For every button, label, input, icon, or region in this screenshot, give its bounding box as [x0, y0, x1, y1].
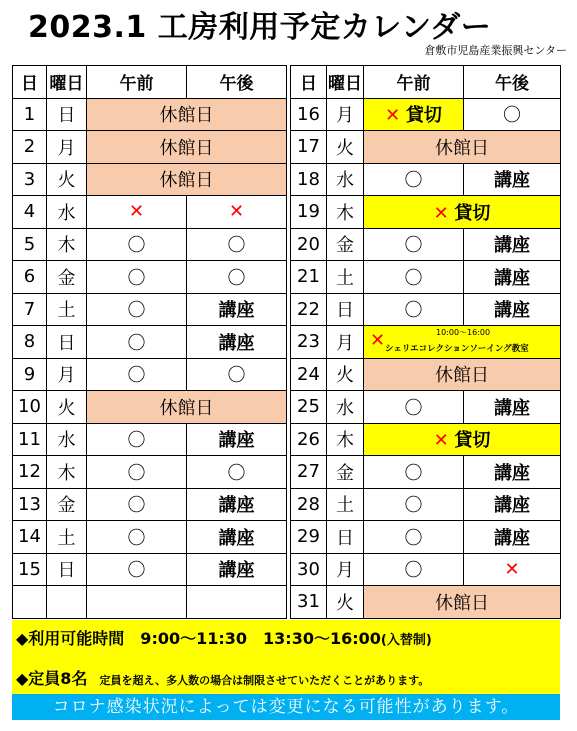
weekday: 月: [47, 358, 87, 391]
day-number: 27: [291, 456, 327, 489]
weekday: 金: [47, 488, 87, 521]
available-mark: 〇: [364, 456, 464, 489]
available-mark: 〇: [364, 521, 464, 554]
class-name: シェリエコレクションソーイング教室: [385, 344, 529, 354]
available-mark: 〇: [87, 553, 187, 586]
header-morning: 午前: [87, 66, 187, 99]
header-afternoon: 午後: [187, 66, 287, 99]
lecture-label: 講座: [187, 553, 287, 586]
weekday: 月: [327, 326, 364, 359]
weekday: 金: [327, 228, 364, 261]
weekday: 木: [47, 456, 87, 489]
lecture-label: 講座: [464, 228, 561, 261]
weekday: 日: [327, 293, 364, 326]
weekday: 水: [47, 196, 87, 229]
capacity-label: ◆定員8名: [16, 669, 88, 688]
page-title: 2023.1 工房利用予定カレンダー: [28, 10, 492, 45]
day-number: 15: [13, 553, 47, 586]
calendar-row: [13, 391, 561, 424]
day-number: 26: [291, 423, 327, 456]
day-number: 4: [13, 196, 47, 229]
available-mark: 〇: [87, 423, 187, 456]
day-number: 31: [291, 586, 327, 619]
weekday: 月: [327, 98, 364, 131]
day-number: 24: [291, 358, 327, 391]
day-number: 25: [291, 391, 327, 424]
day-number: 20: [291, 228, 327, 261]
calendar-row: [13, 163, 561, 196]
available-mark: 〇: [187, 228, 287, 261]
available-mark: 〇: [187, 456, 287, 489]
weekday: 日: [47, 553, 87, 586]
header-afternoon: 午後: [464, 66, 561, 99]
weekday: 日: [327, 521, 364, 554]
day-number: 9: [13, 358, 47, 391]
closed-cell: 休館日: [87, 163, 287, 196]
available-mark: 〇: [87, 228, 187, 261]
weekday: 火: [327, 586, 364, 619]
available-mark: 〇: [364, 261, 464, 294]
header-morning: 午前: [364, 66, 464, 99]
calendar-row: [13, 586, 561, 619]
available-mark: 〇: [187, 261, 287, 294]
hours-note: (入替制): [380, 633, 432, 648]
day-number: 30: [291, 553, 327, 586]
info-box: [12, 620, 560, 694]
day-number: 5: [13, 228, 47, 261]
weekday: 金: [47, 261, 87, 294]
weekday: 土: [327, 488, 364, 521]
calendar-row: [13, 358, 561, 391]
day-number: 6: [13, 261, 47, 294]
lecture-label: 講座: [187, 521, 287, 554]
day-number: 2: [13, 131, 47, 164]
weekday: 金: [327, 456, 364, 489]
weekday: 土: [327, 261, 364, 294]
available-mark: 〇: [87, 326, 187, 359]
available-mark: 〇: [364, 391, 464, 424]
closed-cell: 休館日: [87, 98, 287, 131]
cross-mark-icon: ✕: [187, 196, 287, 229]
lecture-label: 講座: [464, 261, 561, 294]
charter-label: 貸切: [405, 105, 442, 127]
empty-cell: [13, 586, 47, 619]
weekday: 木: [47, 228, 87, 261]
calendar-row: [13, 131, 561, 164]
header-day: 日: [13, 66, 47, 99]
calendar-table: [12, 65, 561, 619]
lecture-label: 講座: [187, 488, 287, 521]
lecture-label: 講座: [464, 163, 561, 196]
closed-cell: 休館日: [364, 131, 561, 164]
header-weekday: 曜日: [47, 66, 87, 99]
weekday: 水: [327, 163, 364, 196]
calendar-row: [13, 228, 561, 261]
weekday: 水: [47, 423, 87, 456]
header-weekday: 曜日: [327, 66, 364, 99]
lecture-label: 講座: [464, 521, 561, 554]
empty-cell: [187, 586, 287, 619]
closed-cell: 休館日: [87, 391, 287, 424]
closed-cell: 休館日: [364, 586, 561, 619]
lecture-label: 講座: [187, 326, 287, 359]
empty-cell: [47, 586, 87, 619]
calendar-row: [13, 261, 561, 294]
available-mark: 〇: [187, 358, 287, 391]
calendar-row: [13, 196, 561, 229]
day-number: 18: [291, 163, 327, 196]
available-mark: 〇: [87, 358, 187, 391]
calendar-row: [13, 521, 561, 554]
cross-mark-icon: ✕: [464, 553, 561, 586]
calendar-row: [13, 553, 561, 586]
available-mark: 〇: [87, 261, 187, 294]
weekday: 火: [47, 391, 87, 424]
calendar-row: [13, 326, 561, 359]
available-mark: 〇: [364, 553, 464, 586]
charter-cell: [364, 98, 464, 131]
class-time: 10:00～16:00: [436, 328, 491, 337]
day-number: 17: [291, 131, 327, 164]
charter-cell: [364, 423, 561, 456]
day-number: 23: [291, 326, 327, 359]
weekday: 土: [47, 293, 87, 326]
day-number: 1: [13, 98, 47, 131]
weekday: 火: [327, 358, 364, 391]
cross-mark-icon: ✕: [87, 196, 187, 229]
charter-cell: [364, 196, 561, 229]
day-number: 22: [291, 293, 327, 326]
day-number: 13: [13, 488, 47, 521]
day-number: 12: [13, 456, 47, 489]
day-number: 10: [13, 391, 47, 424]
day-number: 7: [13, 293, 47, 326]
capacity-line: [16, 666, 429, 689]
lecture-label: 講座: [464, 488, 561, 521]
organization-name: 倉敷市児島産業振興センター: [424, 44, 567, 57]
weekday: 木: [327, 196, 364, 229]
lecture-label: 講座: [187, 423, 287, 456]
weekday: 水: [327, 391, 364, 424]
available-mark: 〇: [464, 98, 561, 131]
closed-cell: 休館日: [87, 131, 287, 164]
available-mark: 〇: [364, 293, 464, 326]
hours-label: ◆利用可能時間 9:00～11:30 13:30～16:00: [16, 629, 381, 648]
day-number: 16: [291, 98, 327, 131]
weekday: 日: [47, 326, 87, 359]
calendar-row: [13, 488, 561, 521]
day-number: 14: [13, 521, 47, 554]
cross-mark-icon: ✕: [370, 330, 386, 351]
cross-mark-icon: ✕: [385, 105, 401, 127]
available-mark: 〇: [87, 456, 187, 489]
weekday: 月: [47, 131, 87, 164]
available-mark: 〇: [87, 521, 187, 554]
calendar-row: [13, 293, 561, 326]
day-number: 8: [13, 326, 47, 359]
hours-line: [16, 626, 432, 649]
available-mark: 〇: [364, 488, 464, 521]
lecture-label: 講座: [464, 456, 561, 489]
sewing-class-cell: [364, 326, 561, 359]
lecture-label: 講座: [464, 293, 561, 326]
day-number: 29: [291, 521, 327, 554]
cross-mark-icon: ✕: [433, 202, 449, 224]
charter-label: 貸切: [454, 202, 491, 224]
available-mark: 〇: [87, 488, 187, 521]
day-number: 28: [291, 488, 327, 521]
day-number: 21: [291, 261, 327, 294]
weekday: 土: [47, 521, 87, 554]
calendar-row: [13, 98, 561, 131]
day-number: 19: [291, 196, 327, 229]
header-row: [13, 66, 561, 99]
capacity-note: 定員を超え、多人数の場合は制限させていただくことがあります。: [99, 674, 430, 687]
available-mark: 〇: [87, 293, 187, 326]
weekday: 木: [327, 423, 364, 456]
empty-cell: [87, 586, 187, 619]
weekday: 火: [327, 131, 364, 164]
closed-cell: 休館日: [364, 358, 561, 391]
notice-banner: コロナ感染状況によっては変更になる可能性があります。: [12, 694, 560, 720]
available-mark: 〇: [364, 228, 464, 261]
calendar-row: [13, 423, 561, 456]
lecture-label: 講座: [464, 391, 561, 424]
lecture-label: 講座: [187, 293, 287, 326]
day-number: 3: [13, 163, 47, 196]
available-mark: 〇: [364, 163, 464, 196]
weekday: 月: [327, 553, 364, 586]
weekday: 日: [47, 98, 87, 131]
charter-label: 貸切: [454, 430, 491, 452]
header-day: 日: [291, 66, 327, 99]
cross-mark-icon: ✕: [433, 430, 449, 452]
weekday: 火: [47, 163, 87, 196]
day-number: 11: [13, 423, 47, 456]
calendar-row: [13, 456, 561, 489]
